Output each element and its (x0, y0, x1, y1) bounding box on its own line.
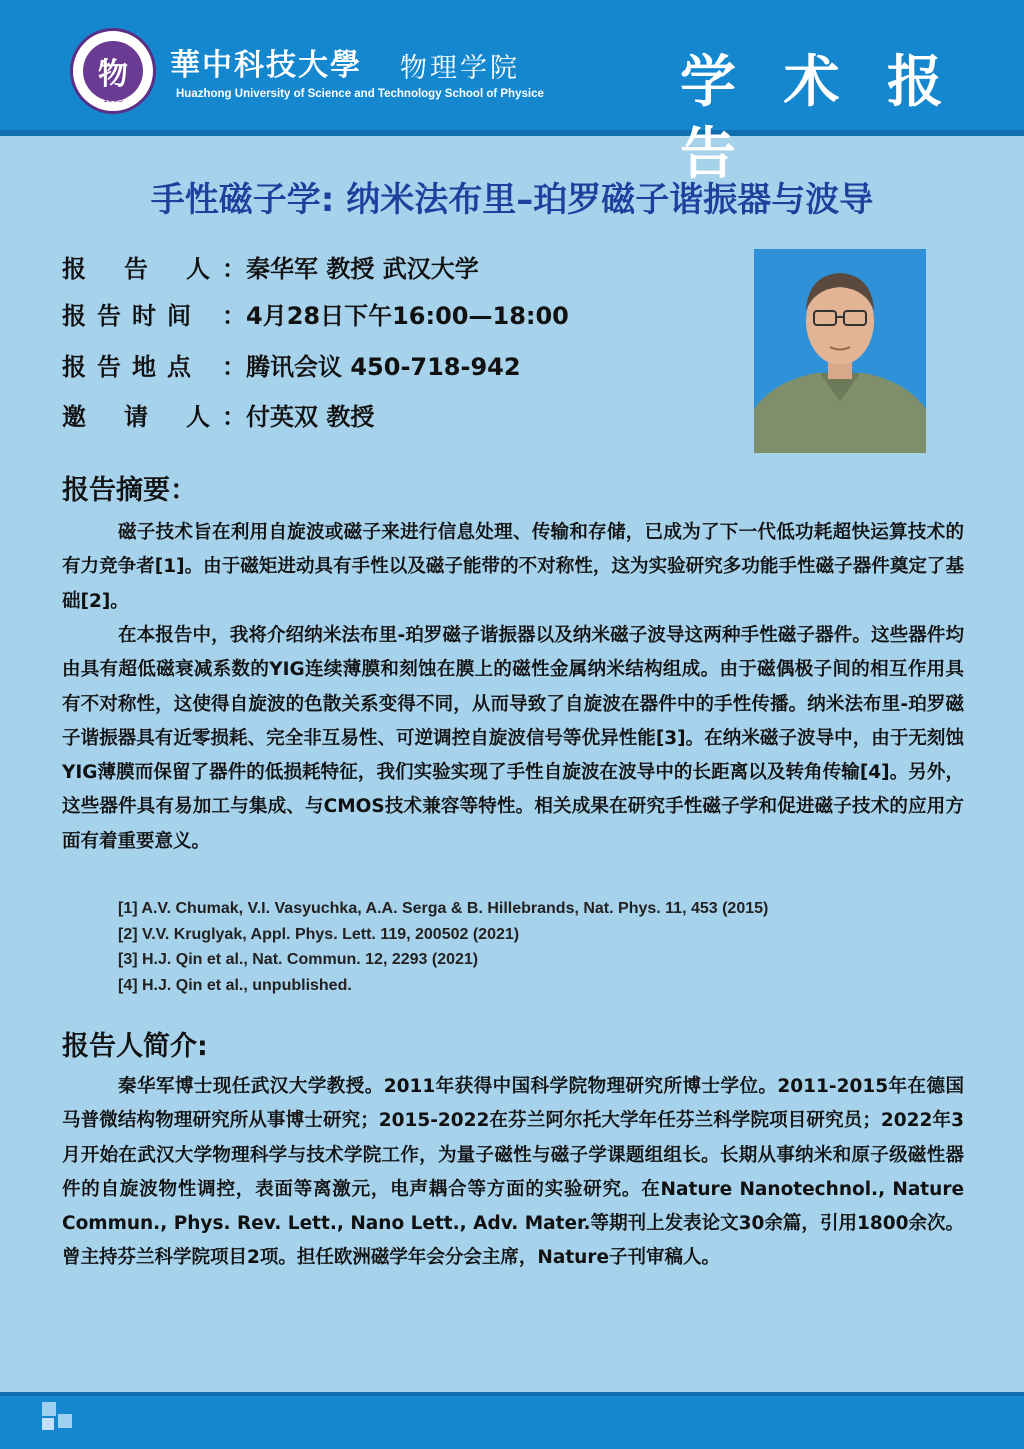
venue-row (62, 347, 521, 382)
references-list (118, 896, 768, 998)
footer-decor-square (42, 1402, 56, 1416)
poster-heading: 学 术 报 告 (680, 49, 957, 187)
speaker-value: ：秦华军 教授 武汉大学 (222, 255, 479, 283)
time-label: 报告时间 (62, 302, 202, 330)
venue-value: ：腾讯会议 450-718-942 (222, 353, 521, 381)
abstract-paragraph-2: 在本报告中，我将介绍纳米法布里-珀罗磁子谐振器以及纳米磁子波导这两种手性磁子器件。这些器件均由具有超低磁衰减系数的YIG连续薄膜和刻蚀在膜上的磁性金属纳米结构组成。由于磁偶极子间的相互作用具有不对称性，这使得自旋波的色散关系变得不同，从而导致了自旋波在器件中的手性传播。纳米法布里-珀罗磁子谐振器具有近零损耗、完全非互易性、可逆调控自旋波信号等优异性能[3]。在纳米磁子波导中，由于无刻蚀YIG薄膜而保留了器件的低损耗特征，我们实验实现了手性自旋波在波导中的长距离以及转角传输[4]。另外，这些器件具有易加工与集成、与CMOS技术兼容等特性。相关成果在研究手性磁子学和促进磁子技术的应用方面有着重要意义。 (62, 625, 964, 852)
inviter-row (62, 397, 374, 432)
reference-item: [2] V.V. Kruglyak, Appl. Phys. Lett. 119, 200502 (2021) (118, 925, 520, 943)
abstract-paragraph-1: 磁子技术旨在利用自旋波或磁子来进行信息处理、传输和存储，已成为了下一代低功耗超快运算技术的有力竞争者[1]。由于磁矩进动具有手性以及磁子能带的不对称性，这为实验研究多功能手性磁子器件奠定了基础[2]。 (62, 522, 964, 612)
inviter-label: 邀请人 (62, 403, 248, 431)
logo-year: 1983 (102, 95, 124, 104)
school-name-cn: 物理学院 (400, 53, 520, 84)
footer-banner (0, 1392, 1024, 1449)
reference-item: [4] H.J. Qin et al., unpublished. (118, 976, 352, 994)
abstract-heading: 报告摘要： (62, 475, 197, 506)
bio-paragraph: 秦华军博士现任武汉大学教授。2011年获得中国科学院物理研究所博士学位。2011-2015年在德国马普微结构物理研究所从事博士研究；2015-2022在芬兰阿尔托大学年任芬兰科学院项目研究员；2022年3月开始在武汉大学物理科学与技术学院工作，为量子磁性与磁子学课题组组长。长期从事纳米和原子级磁性器件的自旋波物性调控，表面等离激元，电声耦合等方面的实验研究。在Nature Nanotechnol., Nature Commun., Phys. Rev. Lett., Nano Lett., Adv. Mater.等期刊上发表论文30余篇，引用1800余次。曾主持芬兰科学院项目2项。担任欧洲磁学年会分会主席，Nature子刊审稿人。 (62, 1076, 964, 1269)
header-banner (0, 0, 1024, 187)
time-row (62, 296, 569, 331)
university-logo (70, 28, 156, 114)
time-value: ：4月28日下午16:00—18:00 (222, 302, 569, 330)
university-name-en: Huazhong University of Science and Technology School of Physice (176, 88, 544, 100)
talk-title: 手性磁子学: 纳米法布里–珀罗磁子谐振器与波导 (150, 180, 874, 220)
university-name-cn: 華中科技大學 (170, 48, 362, 83)
speaker-portrait-icon (754, 249, 926, 453)
reference-item: [3] H.J. Qin et al., Nat. Commun. 12, 2293 (2021) (118, 951, 479, 968)
speaker-row (62, 249, 479, 284)
speaker-label: 报告人 (62, 255, 248, 283)
venue-label: 报告地点 (62, 353, 202, 381)
reference-item: [1] A.V. Chumak, V.I. Vasyuchka, A.A. Serga & B. Hillebrands, Nat. Phys. 11, 453 (2015) (118, 900, 769, 917)
footer-decor-square (42, 1418, 54, 1430)
inviter-value: ：付英双 教授 (222, 403, 375, 431)
logo-emblem: 物 (83, 41, 143, 101)
bio-heading: 报告人简介: (62, 1031, 208, 1062)
speaker-photo (754, 249, 926, 453)
footer-decor-square (58, 1414, 72, 1428)
